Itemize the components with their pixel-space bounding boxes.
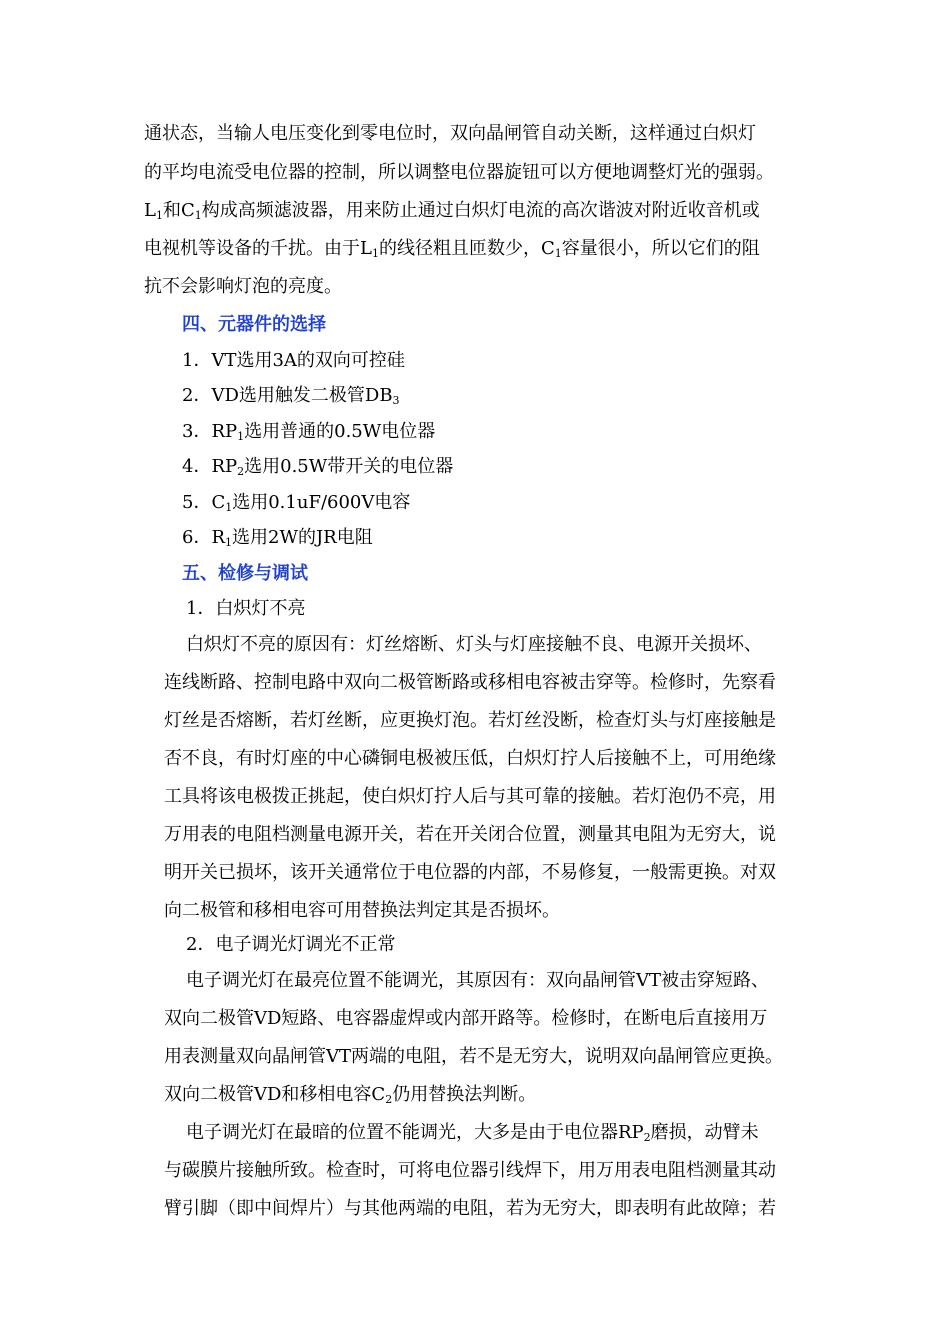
text-line: 明开关已损坏，该开关通常位于电位器的内部，不易修复，一般需更换。对双 xyxy=(164,862,776,883)
text-line: 工具将该电极拨正挑起，使白炽灯拧人后与其可靠的接触。若灯泡仍不亮，用 xyxy=(164,786,776,807)
text-line: 双向二极管VD和移相电容$C_2$仍用替换法判断。 xyxy=(164,1084,537,1106)
text-line: 抗不会影响灯泡的亮度。 xyxy=(144,276,342,297)
text-line: 的平均电流受电位器的控制，所以调整电位器旋钮可以方便地调整灯光的强弱。 xyxy=(144,162,774,183)
text-line: $L_1$和$C_1$构成高频滤波器，用来防止通过白炽灯电流的高次谐波对附近收音机或 xyxy=(144,200,760,222)
text-line: 臂引脚（即中间焊片）与其他两端的电阻，若为无穷大，即表明有此故障；若 xyxy=(164,1198,776,1219)
list-item: 2．VD选用触发二极管$DB_3$ xyxy=(182,385,400,407)
text-line: 灯丝是否熔断，若灯丝断，应更换灯泡。若灯丝没断，检查灯头与灯座接触是 xyxy=(164,710,776,731)
subheading: 2．电子调光灯调光不正常 xyxy=(186,934,396,955)
text-line: 电子调光灯在最暗的位置不能调光，大多是由于电位器$RP_2$磨损，动臂未 xyxy=(186,1122,759,1144)
subheading: 1．白炽灯不亮 xyxy=(186,598,306,619)
text-line: 向二极管和移相电容可用替换法判定其是否损坏。 xyxy=(164,900,560,921)
text-line: 双向二极管VD短路、电容器虚焊或内部开路等。检修时，在断电后直接用万 xyxy=(164,1008,768,1029)
text-line: 否不良，有时灯座的中心磷铜电极被压低，白炽灯拧人后接触不上，可用绝缘 xyxy=(164,748,776,769)
section-heading: 四、元器件的选择 xyxy=(182,314,326,335)
list-item: 4．$RP_2$选用0.5W带开关的电位器 xyxy=(182,456,454,478)
section-heading: 五、检修与调试 xyxy=(182,563,308,584)
text-line: 用表测量双向晶闸管VT两端的电阻，若不是无穷大，说明双向晶闸管应更换。 xyxy=(164,1046,784,1067)
text-line: 与碳膜片接触所致。检查时，可将电位器引线焊下，用万用表电阻档测量其动 xyxy=(164,1160,776,1181)
text-line: 电子调光灯在最亮位置不能调光，其原因有：双向晶闸管VT被击穿短路、 xyxy=(186,970,770,991)
text-line: 连线断路、控制电路中双向二极管断路或移相电容被击穿等。检修时，先察看 xyxy=(164,672,776,693)
list-item: 6．$R_1$选用2W的JR电阻 xyxy=(182,527,373,549)
list-item: 5．$C_1$选用0.1uF/600V电容 xyxy=(182,492,411,514)
text-line: 万用表的电阻档测量电源开关，若在开关闭合位置，测量其电阻为无穷大，说 xyxy=(164,824,776,845)
list-item: 3．$RP_1$选用普通的0.5W电位器 xyxy=(182,421,436,443)
text-line: 电视机等设备的千扰。由于$L_1$的线径粗且匝数少，$C_1$容量很小，所以它们的阻 xyxy=(144,238,760,260)
list-item: 1．VT选用3A的双向可控硅 xyxy=(182,350,405,371)
text-line: 通状态，当输人电压变化到零电位时，双向晶闸管自动关断，这样通过白炽灯 xyxy=(144,123,756,144)
text-line: 白炽灯不亮的原因有：灯丝熔断、灯头与灯座接触不良、电源开关损坏、 xyxy=(186,634,762,655)
